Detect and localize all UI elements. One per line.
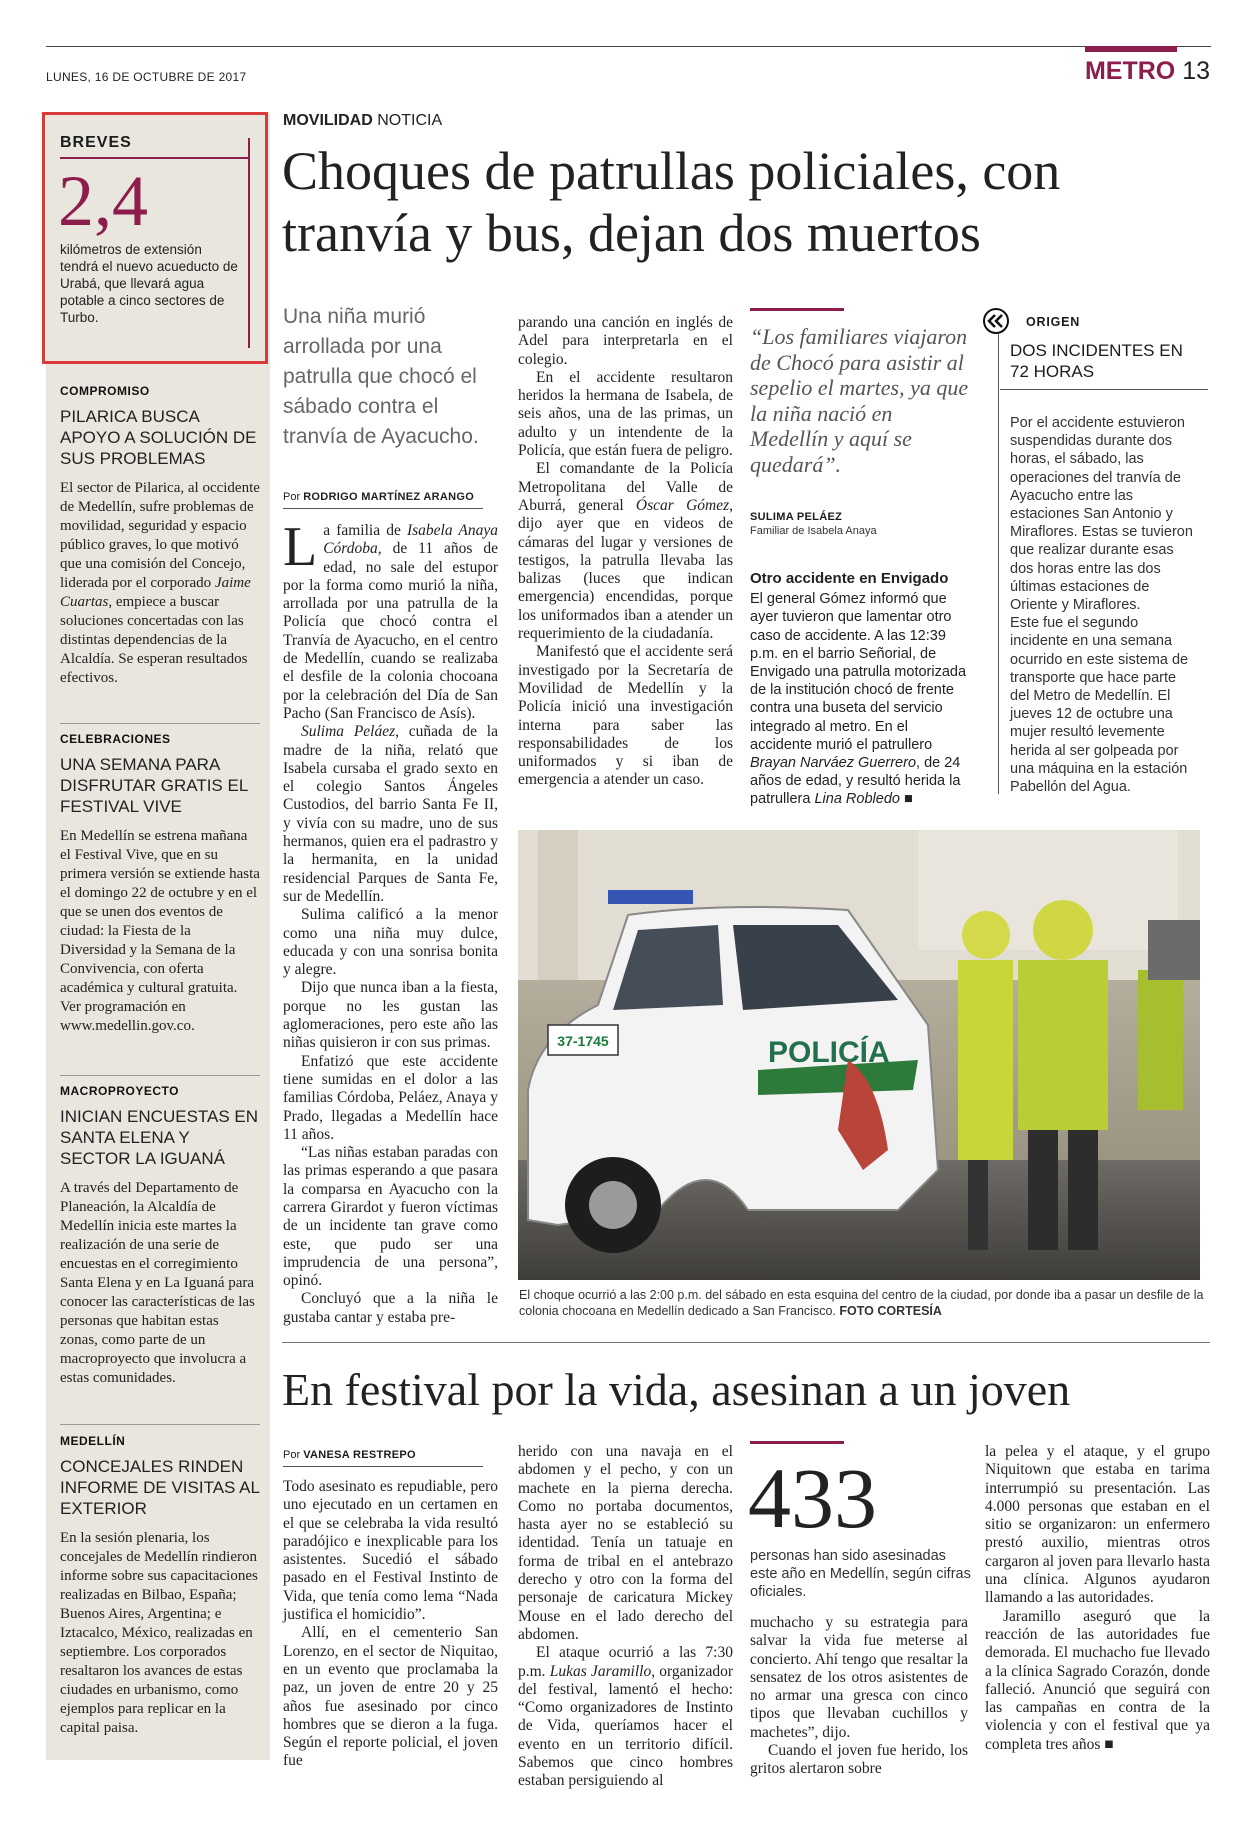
name: Brayan Narváez Guerrero xyxy=(750,755,917,772)
article2-column-2 xyxy=(518,1443,733,1791)
sidebar-item-kicker: COMPROMISO xyxy=(60,384,150,398)
article-column-1 xyxy=(283,516,499,1327)
kicker-type: NOTICIA xyxy=(372,112,443,129)
article-column-3 xyxy=(750,570,970,809)
sidebar-item-head: INICIAN ENCUESTAS EN SANTA ELENA Y SECTOR LA IGUANÁ xyxy=(60,1107,259,1168)
crowd xyxy=(1148,920,1200,980)
sidebar-item-body: A través del Departamento de Planeación, la Alcaldía de Medellín inicia este martes la realización de una serie de encuestas en el corregimiento Santa Elena y en La Iguaná para conocer las características de las personas que habitan estas zonas, como parte de un macroproyecto que involucra a estas comunidades. xyxy=(60,1180,255,1386)
breves-rule xyxy=(60,157,248,159)
section-accent-bar xyxy=(1085,46,1177,52)
officer-leg xyxy=(968,1160,988,1250)
paragraph: parando una canción en inglés de Adel para interpretarla en el colegio. xyxy=(518,314,733,368)
paragraph: “Las niñas estaban paradas con las primas esperando a que pasara la comparsa en Ayacucho con la carrera Girardot y fueron víctimas de un incidente tan grave como este, que pudo ser una imprudencia de una persona”, opinó. xyxy=(283,1144,498,1290)
issue-date: LUNES, 16 DE OCTUBRE DE 2017 xyxy=(46,70,247,84)
origen-head: DOS INCIDENTES EN 72 HORAS xyxy=(1010,341,1183,381)
name: Lina Robledo xyxy=(814,791,900,808)
sidebar-item-kicker: CELEBRACIONES xyxy=(60,732,171,746)
sidebar-item-kicker: MEDELLÍN xyxy=(60,1434,126,1448)
officer-vest xyxy=(1138,970,1183,1110)
news-photo xyxy=(518,830,1200,1280)
body-text: El sector de Pilarica, al occidente de Medellín, sufre problemas de movilidad, seguridad y espacio público graves, lo que motivó que una comisión del Concejo, liderada por el corporado xyxy=(60,480,260,591)
text: , dijo ayer que en videos de cámaras del lugar y versiones de testigos, la patrulla llevaba las balizas (luces que indican emergencia) encendidas, porque los uniformados iban a atender un requerimiento de la ciudadanía. xyxy=(518,496,733,643)
byline-author: RODRIGO MARTÍNEZ ARANGO xyxy=(303,491,475,503)
helmet xyxy=(962,911,1010,959)
article2-byline xyxy=(283,1449,416,1461)
byline-por: Por xyxy=(283,491,301,503)
paragraph: Sulima calificó a la menor como una niña muy dulce, educada y con una sonrisa bonita y alegre. xyxy=(283,906,498,979)
credit-label: FOTO xyxy=(839,1304,874,1318)
byline-author: VANESA RESTREPO xyxy=(303,1449,416,1461)
stat-text: personas han sido asesinadas este año en Medellín, según cifras oficiales. xyxy=(750,1548,971,1600)
plate-number: 37-1745 xyxy=(557,1033,609,1049)
paragraph: muchacho y su estrategia para salvar la vida fue meterse al concierto. Ahí tengo que resaltar la sensatez de los otros asistentes de no armar una gresca con cinco tipos que llevaban cuchillos y machetes”, dijo. xyxy=(750,1614,968,1741)
sidebar-item-kicker: MACROPROYECTO xyxy=(60,1084,179,1098)
credit-name: CORTESÍA xyxy=(877,1304,942,1318)
quote-attribution-name: SULIMA PELÁEZ xyxy=(750,511,843,523)
officer-leg xyxy=(1068,1130,1098,1250)
origen-kicker: ORIGEN xyxy=(1026,315,1081,329)
end-mark: ■ xyxy=(899,791,913,808)
body-text: , empiece a buscar soluciones concertadas con las distintas dependencias de la Alcaldía. Se esperan resultados efectivos. xyxy=(60,594,248,686)
end-mark: ■ xyxy=(1100,1735,1114,1753)
sidebar-item-head: CONCEJALES RINDEN INFORME DE VISITAS AL EXTERIOR xyxy=(60,1457,260,1518)
article-kicker xyxy=(283,112,442,130)
breves-text: kilómetros de extensión tendrá el nuevo acueducto de Urabá, que llevará agua potable a cinco sectores de Turbo. xyxy=(60,242,238,325)
sidebar-item-body xyxy=(60,479,260,688)
paragraph: Todo asesinato es repudiable, pero uno ejecutado en un certamen en el que se celebraba la vida resultó paradójico e inexplicable para los asistentes. Sucedió el sábado pasado en el Festival Instinto de Vida, que tenía como lema “Nada justifica el homicidio”. xyxy=(283,1478,498,1624)
sidebar-item-macroproyecto xyxy=(60,1084,260,1388)
drop-cap: L xyxy=(283,516,318,578)
article-headline: Choques de patrullas policiales, con tranvía y bus, dejan dos muertos xyxy=(282,141,1061,263)
paragraph xyxy=(750,590,970,808)
paragraph: herido con una navaja en el abdomen y el pecho, y con un machete en la pierna derecha. Como no portaba documentos, hasta ayer no se estableció su identidad. Tenía un tatuaje en forma de tribal en el antebrazo derecho y otro con la forma del personaje de caricatura Mickey Mouse en el lado derecho del abdomen. xyxy=(518,1443,733,1643)
stat-number: 433 xyxy=(748,1450,877,1546)
article2-headline: En festival por la vida, asesinan a un joven xyxy=(282,1364,1071,1415)
photo-caption xyxy=(519,1287,1209,1319)
column xyxy=(538,830,578,980)
siren-lights xyxy=(608,890,693,904)
text: El ataque ocurrió a las 7:30 p.m. xyxy=(518,1644,733,1680)
name: Lukas Jaramillo xyxy=(549,1662,652,1680)
origen-body xyxy=(1010,414,1196,796)
text: El general Gómez informó que ayer tuvieron que lamentar otro caso de accidente. A las 12:39 p.m. en el barrio Señorial, de Envigado una patrulla motorizada de la institución chocó de frente contra una buseta del servicio integrado al metro. En el accidente murió el patrullero xyxy=(750,591,967,753)
paragraph xyxy=(985,1608,1210,1754)
paragraph: Manifestó que el accidente será investigado por la Secretaría de Movilidad de Medellín y la Policía inició una investigación interna para saber las responsabilidades de los uniformados y si iban de emergencia a atender un caso. xyxy=(518,643,733,789)
name: Isabela Anaya Córdoba xyxy=(323,522,499,558)
paragraph xyxy=(283,516,499,723)
helmet xyxy=(1033,900,1093,960)
paragraph: Cuando el joven fue herido, los gritos alertaron sobre xyxy=(750,1742,968,1778)
body-name: Jaime Cuartas xyxy=(60,575,251,610)
article-column-2 xyxy=(518,314,733,790)
article-separator xyxy=(282,1342,1210,1343)
wheel-rim xyxy=(589,1181,637,1229)
stat-accent-bar xyxy=(750,1441,844,1444)
sidebar-item-body: En Medellín se estrena mañana el Festival Vive, que en su primera versión se extiende hasta el domingo 22 de octubre y en el que se unen dos eventos de ciudad: la Fiesta de la Diversidad y la Semana de la Convivencia, con oferta académica y cultural gratuita. Ver programación en www.medellin.gov.co. xyxy=(60,828,260,1034)
sidebar-divider xyxy=(60,1424,260,1425)
officer-leg xyxy=(1028,1130,1058,1250)
article2-column-3 xyxy=(750,1614,968,1779)
byline-rule xyxy=(283,508,483,509)
paragraph xyxy=(518,460,733,643)
kicker-category: MOVILIDAD xyxy=(283,112,373,129)
paragraph: Allí, en el cementerio San Lorenzo, en el sector de Niquitao, en un evento que proclamaba la paz, un joven de entre 20 y 25 años fue asesinado por cinco hombres que se dieron a la fuga. Según el reporte policial, el joven fue xyxy=(283,1624,498,1770)
paragraph xyxy=(283,723,498,906)
name: Óscar Gómez xyxy=(635,496,730,514)
sidebar-item-head: UNA SEMANA PARA DISFRUTAR GRATIS EL FESTIVAL VIVE xyxy=(60,755,248,816)
paragraph: Este fue el segundo incidente en una semana ocurrido en este sistema de transporte que hace parte del Metro de Medellín. El jueves 12 de octubre una mujer resultó levemente herida al ser golpeada por una máquina en la estación Pabellón del Agua. xyxy=(1010,615,1189,796)
text: , de 24 años de edad, y resultó herida la patrullera xyxy=(750,755,961,808)
text: Jaramillo aseguró que la reacción de las autoridades fue demorada. El muchacho fue llevado a la clínica Sagrado Corazón, donde falleció. Anunció que seguirá con las campañas en contra de la violencia y con el festival que ya completa tres años xyxy=(985,1607,1210,1753)
sidebar-item-compromiso xyxy=(60,384,260,688)
text: , de 11 años de edad, no sale del estupor por la forma como murió la niña, arrollada por una patrulla de la Policía que chocó contra el Tranvía de Ayacucho, en el centro de Medellín, cuando se realizaba el desfile de la colonia chocoana por la celebración del Día de San Pacho (San Francisco de Asís). xyxy=(283,540,498,722)
sidebar-item-body: En la sesión plenaria, los concejales de Medellín rindieron informe sobre sus capacitaciones realizadas en Bilbao, España; Buenos Aires, Argentina; e Iztacalco, México, realizadas en septiembre. Los corporados resaltaron los avances de estas ciudades en urbanismo, como ejemplos para replicar en la capital paisa. xyxy=(60,1530,258,1736)
text: , organizador del festival, lamentó el hecho: “Como organizadores de Instinto de Vida, queríamos hacer el evento en un territorio difícil. Sabemos que cinco hombres estaban persiguiendo al xyxy=(518,1662,733,1790)
paragraph: Concluyó que a la niña le gustaba cantar y estaba pre- xyxy=(283,1290,498,1326)
officer-vest xyxy=(958,960,1013,1160)
double-chevron-icon xyxy=(982,307,1010,335)
text: El comandante de la Policía Metropolitana del Valle de Aburrá, general xyxy=(518,460,733,514)
article2-column-4 xyxy=(985,1443,1210,1754)
paragraph: Dijo que nunca iban a la fiesta, porque no les gustan las aglomeraciones, pero este año las niñas quisieron ir con sus primas. xyxy=(283,979,498,1052)
sidebar-item-head: PILARICA BUSCA APOYO A SOLUCIÓN DE SUS PROBLEMAS xyxy=(60,407,257,468)
sidebar-divider xyxy=(60,1075,260,1076)
sidebar-item-celebraciones xyxy=(60,732,260,1036)
subhead: Otro accidente en Envigado xyxy=(750,570,949,587)
paragraph xyxy=(518,1644,733,1790)
paragraph: la pelea y el ataque, y el grupo Niquitown que estaba en tarima interrumpió su presentación. Las 4.000 personas que estaban en el sitio se organizaron: un enfermero prestó auxilio, mientras otros cargaron al joven para llevarlo hasta una clínica. Algunos ayudaron llamando a las autoridades. xyxy=(985,1443,1210,1607)
door-lettering: POLICÍA xyxy=(768,1036,890,1069)
sidebar-item-medellin xyxy=(60,1434,260,1738)
paragraph: En el accidente resultaron heridos la hermana de Isabela, de seis años, una de las primas, un adulto y un intendente de la Policía, que están fuera de peligro. xyxy=(518,368,733,460)
top-rule xyxy=(46,46,1211,47)
byline-por: Por xyxy=(283,1449,301,1461)
article-lead: Una niña murió arrollada por una patrulla que chocó el sábado contra el tranvía de Ayacucho. xyxy=(283,305,479,448)
page-number: 13 xyxy=(1182,57,1210,85)
text: a familia de xyxy=(323,522,407,539)
byline-rule xyxy=(283,1466,483,1467)
section-name: METRO xyxy=(1084,57,1176,85)
breves-vertical-rule xyxy=(248,138,250,348)
caption-text: El choque ocurrió a las 2:00 p.m. del sábado en esta esquina del centro de la ciudad, por donde iba a pasar un desfile de la colonia chocoana en Medellín dedicado a San Francisco. xyxy=(519,1288,1204,1318)
section-header xyxy=(1085,57,1210,86)
article-byline xyxy=(283,491,474,503)
text: , cuñada de la madre de la niña, relató que Isabela cursaba el grado sexto en el colegio Santos Ángeles Custodios, del barrio Santa Fe II, y vivía con su madre, uno de sus hermanos, quien era el padrastro y la hermanita, en la unidad residencial Parques de Santa Fe, sur de Medellín. xyxy=(283,723,498,905)
paragraph: Enfatizó que este accidente tiene sumidas en el dolor a las familias Córdoba, Peláez, Anaya y Prado, llegadas a Medellín hace 11 años. xyxy=(283,1052,498,1143)
officer-vest xyxy=(1018,960,1108,1130)
pull-quote: “Los familiares viajaron de Chocó para asistir al sepelio el martes, ya que la niña nació en Medellín y aquí se quedará”. xyxy=(750,324,969,477)
origen-rule xyxy=(1000,389,1208,390)
breves-number: 2,4 xyxy=(58,161,148,241)
article2-column-1 xyxy=(283,1478,498,1771)
quote-accent-bar xyxy=(750,308,844,311)
sidebar-divider xyxy=(60,723,260,724)
quote-attribution-role: Familiar de Isabela Anaya xyxy=(750,525,877,537)
breves-label: BREVES xyxy=(60,134,132,151)
paragraph: Por el accidente estuvieron suspendidas durante dos horas, el sábado, las operaciones del tranvía de Ayacucho entre las estaciones San Antonio y Miraflores. Estas se tuvieron que realizar durante esas dos horas entre las dos últimas estaciones de Oriente y Miraflores. xyxy=(1010,415,1193,614)
origen-vertical-rule xyxy=(998,334,999,794)
name: Sulima Peláez xyxy=(301,723,396,741)
